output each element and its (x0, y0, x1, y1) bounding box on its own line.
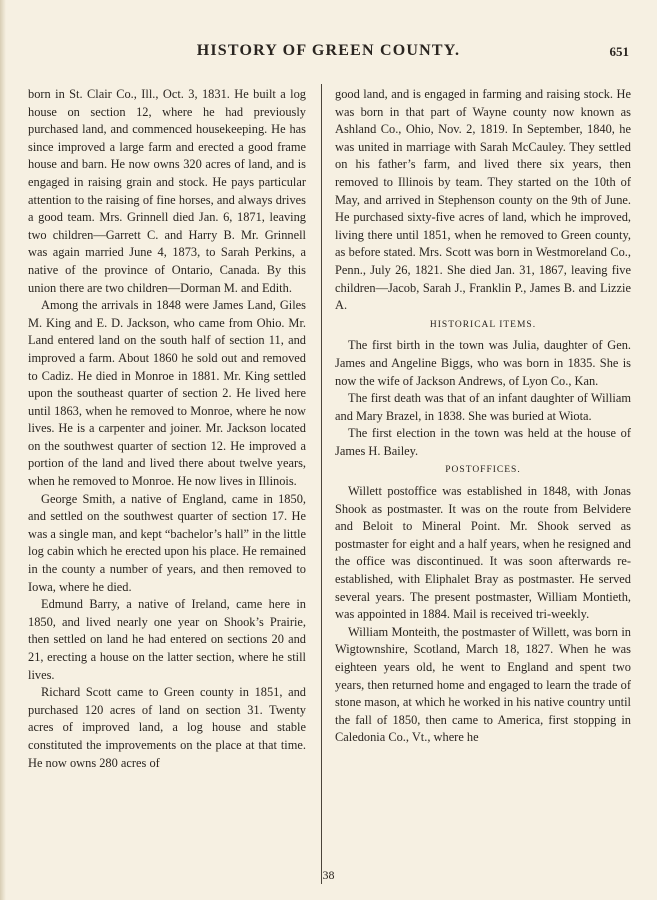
page-edge-shadow (0, 0, 6, 900)
paragraph: The first death was that of an infant daughter of William and Mary Brazel, in 1838. She was buried at Wiota. (335, 391, 631, 423)
column-divider (321, 84, 322, 884)
section-heading-postoffices: POSTOFFICES. (445, 465, 521, 476)
signature-mark: 38 (322, 868, 335, 882)
paragraph: The first election in the town was held at the house of James H. Bailey. (335, 426, 631, 458)
paragraph: Among the arrivals in 1848 were James Land, Giles M. King and E. D. Jackson, who came from Ohio. Mr. Land entered land on the south half of section 11, and improved a farm. About 1860 he sold out and removed to Cadiz. He died in Monroe in 1881. Mr. King settled upon the southeast quarter of section 2. He lived here until 1863, when he removed to Monroe, where he now lives. He is a carpenter and joiner. Mr. Jackson located on the southwest quarter of section 12. He improved a portion of the land and lived there about twelve years, when he removed to Monroe. He now lives in Illinois. (28, 298, 306, 489)
paragraph: born in St. Clair Co., Ill., Oct. 3, 1831. He built a log house on section 12, where he had previously purchased land, and commenced housekeeping. He has since improved a large farm and erected a good frame house and barn. He now owns 320 acres of land, and is engaged in raising grain and stock. He pays particular attention to the raising of fine horses, and always drives a good team. Mrs. Grinnell died Jan. 6, 1871, leaving two children—Garrett C. and Harry B. Mr. Grinnell was again married June 4, 1873, to Sarah Perkins, a native of the province of Ontario, Canada. By this union there are two children—Dorman M. and Edith. (28, 87, 306, 295)
paragraph: Willett postoffice was established in 1848, with Jonas Shook as postmaster. It was on the route from Belvidere and Beloit to Mineral Point. Mr. Shook served as postmaster for eight and a half years, when he resigned and the office was discontinued. It was soon afterwards re-established, with Eliphalet Bray as postmaster. He served several years. The present postmaster, William Montieth, was appointed in 1884. Mail is received tri-weekly. (335, 484, 631, 622)
paragraph: Edmund Barry, a native of Ireland, came here in 1850, and lived nearly one year on Shook’s Prairie, then settled on land he had entered on sections 20 and 21, erecting a house on the latter section, where he still lives. (28, 597, 306, 682)
page-number: 651 (609, 44, 629, 59)
paragraph: William Monteith, the postmaster of Willett, was born in Wigtownshire, Scotland, March 18, 1827. When he was eighteen years old, he went to England and spent two years, then returned home and engaged to learn the trade of stone mason, at which he worked in his native country until the fall of 1850, then came to America, first stopping in Caledonia Co., Vt., where he (335, 624, 631, 745)
paragraph: good land, and is engaged in farming and raising stock. He was born in that part of Wayne county now known as Ashland Co., Ohio, Nov. 2, 1819. In September, 1840, he was united in marriage with Sarah McCauley. They settled on his father’s farm, and lived there six years, then removed to Illinois by team. They started on the 10th of May, and arrived in Stephenson county on the 9th of June. He purchased sixty-five acres of land, which he improved, living there until 1851, when he removed to Green county, as before stated. Mrs. Scott was born in Westmoreland Co., Penn., July 26, 1821. She died Jan. 31, 1867, leaving five children—Jacob, Sarah J., Franklin P., James B. and Lizzie A. (335, 87, 631, 313)
section-heading-historical-items: HISTORICAL ITEMS. (429, 319, 537, 330)
running-head (0, 40, 657, 64)
left-column (28, 86, 306, 772)
right-column (335, 86, 631, 747)
paragraph: George Smith, a native of England, came in 1850, and settled on the southwest quarter of section 17. He was a single man, and kept “bachelor’s hall” in the little log cabin which he erected upon his place. He remained in the county a number of years, and then removed to Iowa, where he died. (28, 491, 306, 594)
paragraph: The first birth in the town was Julia, daughter of Gen. James and Angeline Biggs, who was born in 1835. She is now the wife of Jackson Andrews, of Lyon Co., Kan. (335, 338, 631, 388)
page-title: HISTORY OF GREEN COUNTY. (196, 42, 461, 59)
paragraph: Richard Scott came to Green county in 1851, and purchased 120 acres of land on section 31. Twenty acres of improved land, a log house and stable constituted the improvements on the place at that time. He now owns 280 acres of (28, 685, 306, 770)
